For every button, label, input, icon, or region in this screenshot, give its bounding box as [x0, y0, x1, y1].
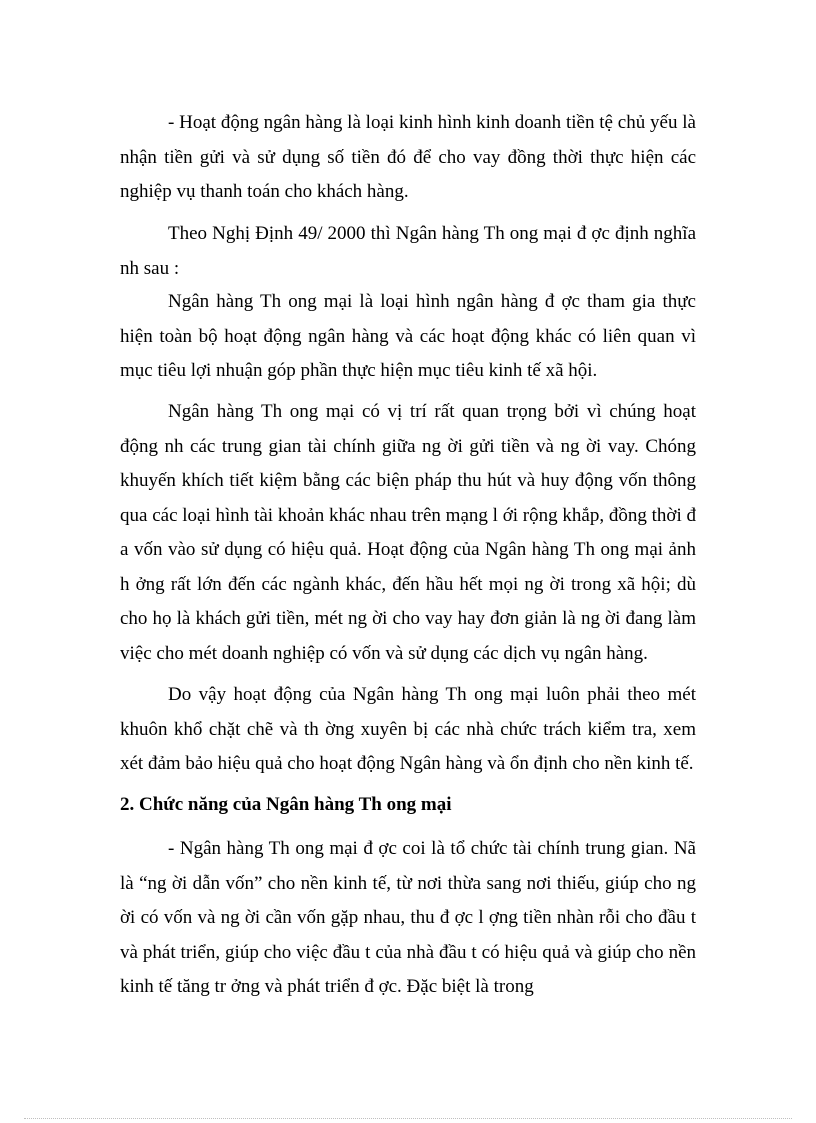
paragraph-text: - Hoạt động ngân hàng là loại kinh hình kinh doanh tiền tệ chủ yếu là nhận tiền gửi và sử dụng số tiền đó để cho vay đồng thời thực hiện các nghiệp vụ thanh toán cho khách hàng.	[120, 112, 696, 202]
paragraph-definition	[120, 285, 696, 389]
paragraph-text: Theo Nghị Định 49/ 2000 thì Ngân hàng Th ong mại đ ợc định nghĩa nh sau :	[120, 223, 696, 279]
paragraph-role	[120, 395, 696, 671]
paragraph-decree-intro	[120, 217, 696, 286]
section-heading-text: 2. Chức năng của Ngân hàng Th ong mại	[120, 794, 452, 815]
page-bottom-dotted-rule	[24, 1118, 792, 1119]
paragraph-text: Do vậy hoạt động của Ngân hàng Th ong mại luôn phải theo mét khuôn khổ chặt chẽ và th ờng xuyên bị các nhà chức trách kiểm tra, xem xét đảm bảo hiệu quả cho hoạt động Ngân hàng và ổn định cho nền kinh tế.	[120, 684, 696, 774]
paragraph-text: - Ngân hàng Th ong mại đ ợc coi là tổ chức tài chính trung gian. Nã là “ng ời dẫn vốn” cho nền kinh tế, từ nơi thừa sang nơi thiếu, giúp cho ng ời có vốn và ng ời cần vốn gặp nhau, thu đ ợc l ợng tiền nhàn rỗi cho đầu t và phát triển, giúp cho việc đầu t của nhà đầu t có hiệu quả và giúp cho nền kinh tế tăng tr ởng và phát triển đ ợc. Đặc biệt là trong	[120, 838, 696, 997]
paragraph-banking-activity	[120, 106, 696, 210]
paragraph-intermediary-function	[120, 832, 696, 1005]
paragraph-text: Ngân hàng Th ong mại có vị trí rất quan trọng bởi vì chúng hoạt động nh các trung gian tài chính giữa ng ời gửi tiền và ng ời vay. Chóng khuyến khích tiết kiệm bằng các biện pháp thu hút và huy động vốn thông qua các loại hình tài khoản khác nhau trên mạng l ới rộng khắp, đồng thời đ a vốn vào sử dụng có hiệu quả. Hoạt động của Ngân hàng Th ong mại ảnh h ởng rất lớn đến các ngành khác, đến hầu hết mọi ng ời trong xã hội; dù cho họ là khách gửi tiền, mét ng ời cho vay hay đơn giản là ng ời đang làm việc cho mét doanh nghiệp có vốn và sử dụng các dịch vụ ngân hàng.	[120, 401, 696, 664]
paragraph-text: Ngân hàng Th ong mại là loại hình ngân hàng đ ợc tham gia thực hiện toàn bộ hoạt động ngân hàng và các hoạt động khác có liên quan vì mục tiêu lợi nhuận góp phần thực hiện mục tiêu kinh tế xã hội.	[120, 291, 696, 381]
paragraph-regulation	[120, 678, 696, 782]
section-heading	[120, 788, 696, 823]
